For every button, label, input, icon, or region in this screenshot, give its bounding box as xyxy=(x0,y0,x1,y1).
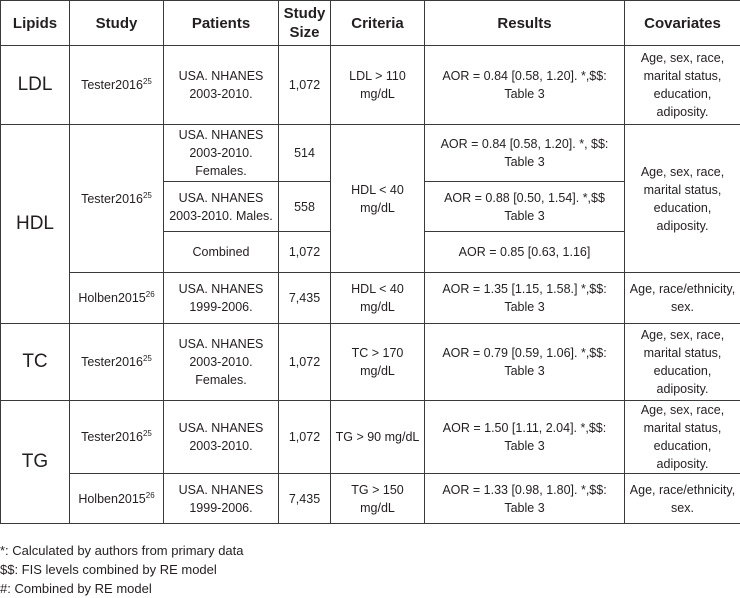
header-results: Results xyxy=(425,1,625,46)
size-cell: 1,072 xyxy=(279,46,331,125)
study-name: Tester2016 xyxy=(81,355,143,369)
study-cell xyxy=(70,125,164,273)
table-footnotes xyxy=(0,541,244,598)
study-name: Holben2015 xyxy=(78,491,146,506)
reference-superscript: 26 xyxy=(145,490,155,500)
header-patients: Patients xyxy=(164,1,279,46)
table-row xyxy=(1,474,740,524)
lipid-cell: TC xyxy=(1,324,70,401)
criteria-cell: HDL < 40 mg/dL xyxy=(331,273,425,324)
reference-superscript: 26 xyxy=(145,289,155,299)
reference-superscript: 25 xyxy=(142,428,152,438)
size-cell: 7,435 xyxy=(279,474,331,524)
patients-cell: USA. NHANES 1999-2006. xyxy=(164,474,279,524)
covariates-cell: Age, sex, race, marital status, education, adiposity. xyxy=(625,46,740,125)
result-cell: AOR = 1.35 [1.15, 1.58.] *,$$: Table 3 xyxy=(425,273,625,324)
study-name: Tester2016 xyxy=(81,78,143,92)
size-cell: 1,072 xyxy=(279,401,331,474)
footnote: #: Combined by RE model xyxy=(0,581,152,596)
size-cell: 558 xyxy=(279,182,331,232)
covariates-cell: Age, sex, race, marital status, education, adiposity. xyxy=(625,125,740,273)
table-row xyxy=(1,46,740,125)
reference-superscript: 25 xyxy=(142,76,152,86)
footnote: $$: FIS levels combined by RE model xyxy=(0,562,217,577)
covariates-cell: Age, sex, race, marital status, education, adiposity. xyxy=(625,324,740,401)
result-cell: AOR = 0.79 [0.59, 1.06]. *,$$: Table 3 xyxy=(425,324,625,401)
patients-cell: USA. NHANES 2003-2010. xyxy=(164,401,279,474)
study-name: Holben2015 xyxy=(78,291,146,305)
result-cell: AOR = 1.50 [1.11, 2.04]. *,$$: Table 3 xyxy=(425,401,625,474)
result-cell: AOR = 0.84 [0.58, 1.20]. *,$$: Table 3 xyxy=(425,46,625,125)
study-cell xyxy=(70,46,164,125)
result-cell: AOR = 0.85 [0.63, 1.16] xyxy=(425,232,625,273)
table-row xyxy=(1,324,740,401)
criteria-cell: TC > 170 mg/dL xyxy=(331,324,425,401)
result-cell: AOR = 0.88 [0.50, 1.54]. *,$$ Table 3 xyxy=(425,182,625,232)
header-row xyxy=(1,1,740,46)
size-cell: 7,435 xyxy=(279,273,331,324)
table-row xyxy=(1,125,740,182)
patients-cell: USA. NHANES 2003-2010. Females. xyxy=(164,125,279,182)
header-criteria: Criteria xyxy=(331,1,425,46)
patients-cell: USA. NHANES 2003-2010. Females. xyxy=(164,324,279,401)
covariates-cell: Age, race/ethnicity, sex. xyxy=(625,273,740,324)
header-covariates: Covariates xyxy=(625,1,740,46)
covariates-cell: Age, sex, race, marital status, education, adiposity. xyxy=(625,401,740,474)
criteria-cell: LDL > 110 mg/dL xyxy=(331,46,425,125)
study-cell xyxy=(70,273,164,324)
criteria-cell: TG > 150 mg/dL xyxy=(331,474,425,524)
result-cell: AOR = 0.84 [0.58, 1.20]. *, $$: Table 3 xyxy=(425,125,625,182)
patients-cell: Combined xyxy=(164,232,279,273)
reference-superscript: 25 xyxy=(142,353,152,363)
patients-cell: USA. NHANES 1999-2006. xyxy=(164,273,279,324)
size-cell: 514 xyxy=(279,125,331,182)
header-lipids: Lipids xyxy=(1,1,70,46)
reference-superscript: 25 xyxy=(142,190,152,200)
result-cell: AOR = 1.33 [0.98, 1.80]. *,$$: Table 3 xyxy=(425,474,625,524)
criteria-cell: TG > 90 mg/dL xyxy=(331,401,425,474)
lipid-cell: HDL xyxy=(1,125,70,324)
size-cell: 1,072 xyxy=(279,232,331,273)
header-study: Study xyxy=(70,1,164,46)
study-cell xyxy=(70,474,164,524)
criteria-cell: HDL < 40 mg/dL xyxy=(331,125,425,273)
study-cell xyxy=(70,401,164,474)
study-name: Tester2016 xyxy=(81,191,143,206)
table-row xyxy=(1,273,740,324)
patients-cell: USA. NHANES 2003-2010. Males. xyxy=(164,182,279,232)
covariates-cell: Age, race/ethnicity, sex. xyxy=(625,474,740,524)
footnote: *: Calculated by authors from primary data xyxy=(0,543,244,558)
header-study-size: Study Size xyxy=(279,1,331,46)
study-cell xyxy=(70,324,164,401)
lipid-cell: TG xyxy=(1,401,70,524)
study-name: Tester2016 xyxy=(81,430,143,444)
size-cell: 1,072 xyxy=(279,324,331,401)
patients-cell: USA. NHANES 2003-2010. xyxy=(164,46,279,125)
table-row xyxy=(1,401,740,474)
lipid-cell: LDL xyxy=(1,46,70,125)
